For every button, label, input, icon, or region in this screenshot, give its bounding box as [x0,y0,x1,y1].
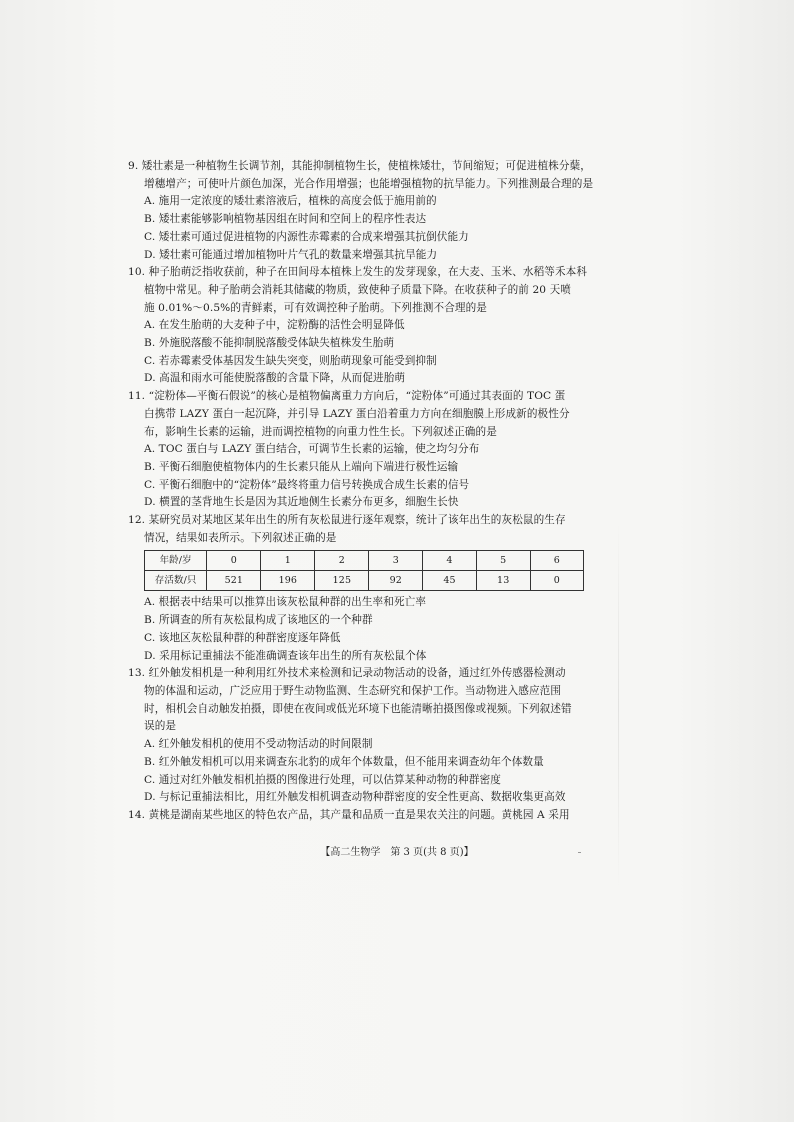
option-b: B. 矮壮素能够影响植物基因组在时间和空间上的程序性表达 [144,213,427,226]
page-footer: 【高二生物学 第 3 页(共 8 页)】 [320,847,474,858]
question-13 [128,665,598,807]
option-d: D. 采用标记重捕法不能准确调查该年出生的所有灰松鼠个体 [144,649,427,662]
age-cell: 5 [476,551,530,571]
scan-shadow [618,520,619,890]
survivor-cell: 125 [315,571,369,591]
survivor-cell: 45 [423,571,477,591]
option-b: B. 所调查的所有灰松鼠构成了该地区的一个种群 [144,614,373,627]
option-a: A. 根据表中结果可以推算出该灰松鼠种群的出生率和死亡率 [144,596,427,609]
option-a: A. TOC 蛋白与 LAZY 蛋白结合，可调节生长素的运输，使之均匀分布 [144,443,480,456]
survivor-cell: 521 [207,571,261,591]
option-c: C. 矮壮素可通过促进植物的内源性赤霉素的合成来增强其抗倒伏能力 [144,230,469,243]
option-d: D. 高温和雨水可能使脱落酸的含量下降，从而促进胎萌 [144,372,406,385]
option-c: C. 平衡石细胞中的“淀粉体”最终将重力信号转换成合成生长素的信号 [144,478,470,491]
question-11 [128,388,598,512]
question-stem-line: 布，影响生长素的运输，进而调控植物的向重力性生长。下列叙述正确的是 [144,425,497,438]
option-d: D. 与标记重捕法相比，用红外触发相机调查动物种群密度的安全性更高、数据收集更高效 [144,791,566,804]
row-label-age: 年龄/岁 [145,551,207,571]
age-cell: 2 [315,551,369,571]
age-cell: 6 [530,551,583,571]
option-c: C. 该地区灰松鼠种群的种群密度逐年降低 [144,631,341,644]
question-stem-line: 时，相机会自动触发拍摄，即使在夜间或低光环境下也能清晰拍摄图像或视频。下列叙述错 [144,702,572,715]
question-stem-line: 11. “淀粉体—平衡石假说”的核心是植物偏离重力方向后，“淀粉体”可通过其表面的 TOC 蛋 [128,390,566,403]
age-cell: 4 [423,551,477,571]
option-b: B. 红外触发相机可以用来调查东北豹的成年个体数量，但不能用来调查幼年个体数量 [144,755,544,768]
age-cell: 3 [369,551,423,571]
row-label-survivors: 存活数/只 [145,571,207,591]
option-a: A. 红外触发相机的使用不受动物活动的时间限制 [144,738,373,751]
option-a: A. 施用一定浓度的矮壮素溶液后，植株的高度会低于施用前的 [144,195,437,208]
option-a: A. 在发生胎萌的大麦种子中，淀粉酶的活性会明显降低 [144,319,405,332]
option-b: B. 外施脱落酸不能抑制脱落酸受体缺失植株发生胎萌 [144,337,395,350]
option-d: D. 矮壮素可能通过增加植物叶片气孔的数量来增强其抗旱能力 [144,248,438,261]
question-stem-line: 物的体温和运动，广泛应用于野生动物监测、生态研究和保护工作。当动物进入感应范围 [144,684,562,697]
option-b: B. 平衡石细胞使植物体内的生长素只能从上端向下端进行极性运输 [144,460,459,473]
question-stem-line: 施 0.01%～0.5%的青鲜素，可有效调控种子胎萌。下列推测不合理的是 [144,301,487,314]
question-list [128,158,598,825]
option-d: D. 横置的茎背地生长是因为其近地侧生长素分布更多，细胞生长快 [144,496,459,509]
survivor-cell: 92 [369,571,423,591]
survivor-cell: 13 [476,571,530,591]
scan-speck [578,852,581,853]
question-stem-line: 白携带 LAZY 蛋白一起沉降，并引导 LAZY 蛋白沿着重力方向在细胞膜上形成新的极性分 [144,407,570,420]
survival-table [144,550,584,591]
option-c: C. 若赤霉素受体基因发生缺失突变，则胎萌现象可能受到抑制 [144,354,437,367]
question-stem-line: 增穗增产；可使叶片颜色加深，光合作用增强；也能增强植物的抗旱能力。下列推测最合理的是 [144,177,594,190]
table-row [145,571,584,591]
question-stem-line: 误的是 [144,720,177,733]
question-14 [128,807,598,825]
question-stem-line: 植物中常见。种子胎萌会消耗其储藏的物质，致使种子质量下降。在收获种子的前 20 天喷 [144,283,571,296]
survivor-cell: 0 [530,571,583,591]
question-stem-line: 10. 种子胎萌泛指收获前，种子在田间母本植株上发生的发芽现象，在大麦、玉米、水稻等禾本科 [128,266,588,279]
question-9 [128,158,598,264]
survivor-cell: 196 [261,571,315,591]
question-12 [128,512,598,665]
question-stem-line: 13. 红外触发相机是一种利用红外技术来检测和记录动物活动的设备，通过红外传感器检测动 [128,667,566,680]
table-row [145,551,584,571]
question-stem-line: 12. 某研究员对某地区某年出生的所有灰松鼠进行逐年观察，统计了该年出生的灰松鼠的生存 [128,514,566,527]
question-stem-line: 14. 黄桃是湖南某些地区的特色农产品，其产量和品质一直是果农关注的问题。黄桃园 A 采用 [128,808,570,821]
question-stem-line: 9. 矮壮素是一种植物生长调节剂，其能抑制植物生长，使植株矮壮，节间缩短；可促进植株分蘖， [128,160,591,172]
question-10 [128,264,598,388]
age-cell: 1 [261,551,315,571]
option-c: C. 通过对红外触发相机拍摄的图像进行处理，可以估算某种动物的种群密度 [144,773,501,786]
age-cell: 0 [207,551,261,571]
question-stem-line: 情况，结果如表所示。下列叙述正确的是 [144,531,337,544]
